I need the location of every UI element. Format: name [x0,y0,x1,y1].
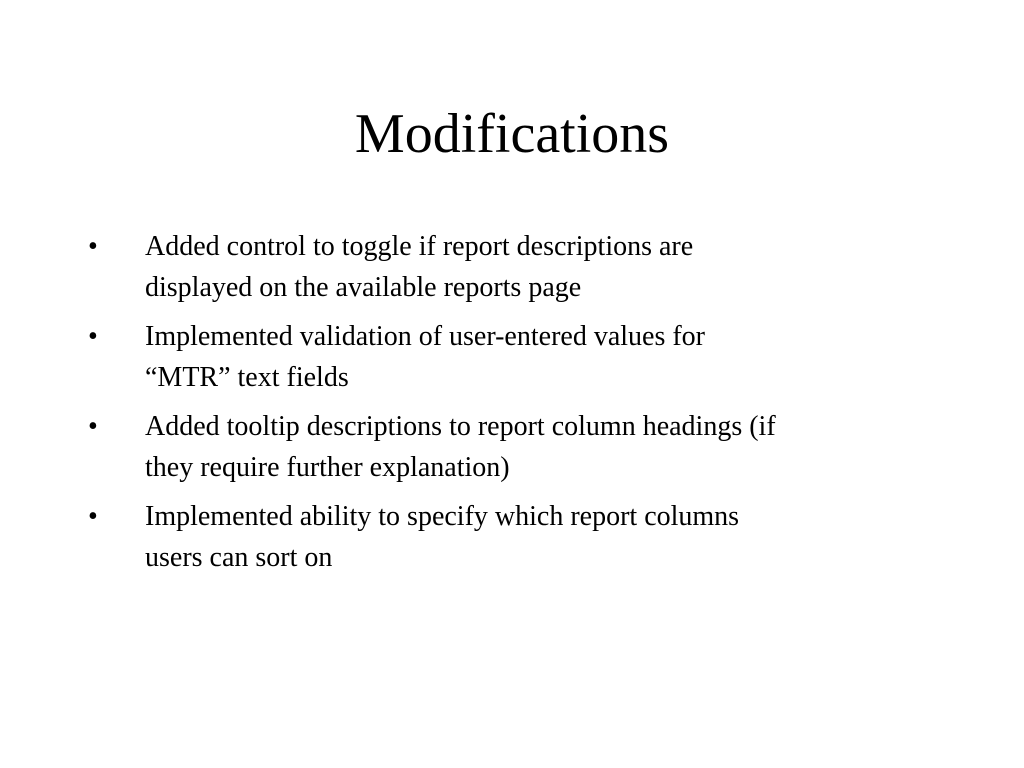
bullet-icon: • [88,411,98,442]
bullet-line: “MTR” text fields [145,362,349,393]
bullet-list [88,226,938,586]
bullet-line: users can sort on [145,542,333,573]
bullet-item [88,316,938,398]
bullet-icon: • [88,321,98,352]
bullet-item [88,406,938,488]
bullet-text [145,226,938,308]
bullet-line: displayed on the available reports page [145,272,582,303]
bullet-line: they require further explanation) [145,452,510,483]
bullet-text [145,406,938,488]
bullet-line: Implemented validation of user-entered values for [145,321,705,352]
bullet-text [145,316,938,398]
bullet-line: Added tooltip descriptions to report column headings (if [145,411,776,442]
bullet-item [88,496,938,578]
bullet-line: Implemented ability to specify which report columns [145,501,740,532]
slide-title: Modifications [354,103,670,165]
bullet-icon: • [88,501,98,532]
bullet-text [145,496,938,578]
bullet-icon: • [88,231,98,262]
bullet-item [88,226,938,308]
bullet-line: Added control to toggle if report descriptions are [145,231,694,262]
